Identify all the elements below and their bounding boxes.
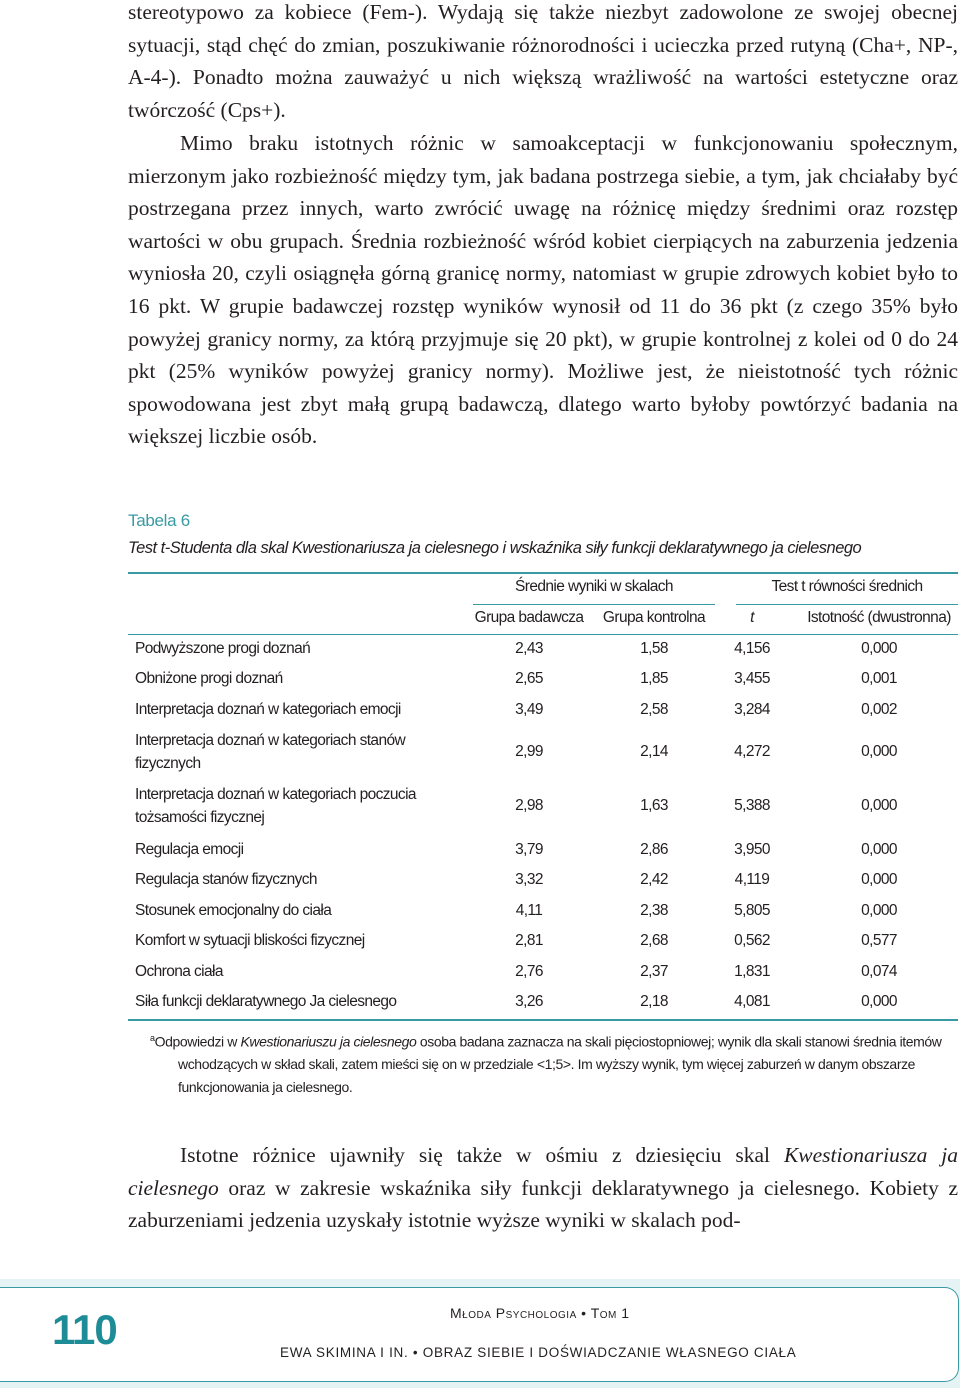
journal-name — [450, 1305, 630, 1321]
table-cell: 1,85 — [640, 670, 668, 687]
article-title: OBRAZ SIEBIE I DOŚWIADCZANIE WŁASNEGO CIAŁA — [422, 1345, 797, 1360]
group-1-rule — [473, 604, 715, 605]
paragraph-3-part-a: Istotne różnice ujawniły się także w ośmiu z dziesięciu skal — [180, 1143, 784, 1167]
footnote-mark: a — [150, 1033, 155, 1043]
table-label: Tabela 6 — [128, 511, 190, 530]
journal-volume: Tom 1 — [590, 1305, 630, 1321]
journal-title: Młoda Psychologia — [450, 1305, 577, 1321]
table-cell: 2,37 — [640, 963, 668, 980]
table-cell: 2,38 — [640, 902, 668, 919]
table-row-label: tożsamości fizycznej — [135, 809, 265, 826]
footer-bullet-2: • — [412, 1345, 419, 1360]
table-cell: 0,000 — [861, 743, 897, 760]
table-cell: 2,58 — [640, 701, 668, 718]
table-cell: 3,950 — [734, 841, 770, 858]
table-cell: 1,58 — [640, 640, 668, 657]
table-cell: 3,32 — [515, 871, 543, 888]
group-header-ttest: Test t równości średnich — [771, 578, 923, 595]
table-caption: Test t-Studenta dla skal Kwestionariusza ja cielesnego i wskaźnika siły funkcji deklaratywnego ja cielesnego — [128, 539, 862, 557]
table-cell: 0,000 — [861, 640, 897, 657]
table-cell: 0,000 — [861, 902, 897, 919]
table-cell: 0,000 — [861, 993, 897, 1010]
table-row-label: Stosunek emocjonalny do ciała — [135, 902, 332, 919]
table-cell: 5,805 — [734, 902, 770, 919]
paragraph-1: stereotypowo za kobiece (Fem-). Wydają się także niezbyt zadowolone ze swojej obecnej sytuacji, stąd chęć do zmian, poszukiwanie różnorodności i ucieczka przed rutyną (Cha+, NP-, A-4-). Ponadto można zauważyć u nich większą wrażliwość na wartości estetyczne oraz twórczość (Cps+). — [128, 0, 958, 122]
table-row-label: Interpretacja doznań w kategoriach emocji — [135, 701, 401, 718]
table-cell: 2,86 — [640, 841, 668, 858]
table-cell: 3,79 — [515, 841, 543, 858]
table-cell: 3,49 — [515, 701, 543, 718]
col-header-t: t — [750, 609, 754, 626]
table-row-label: Ochrona ciała — [135, 963, 223, 980]
table-cell: 2,76 — [515, 963, 543, 980]
table-cell: 4,119 — [734, 871, 770, 888]
table-cell: 2,43 — [515, 640, 543, 657]
table-cell: 3,26 — [515, 993, 543, 1010]
table-row-label: Interpretacja doznań w kategoriach stanów — [135, 732, 406, 749]
article-info — [280, 1345, 796, 1360]
table-cell: 0,074 — [861, 963, 897, 980]
table-cell: 5,388 — [734, 797, 770, 814]
table-row-label: Regulacja emocji — [135, 841, 244, 858]
table-cell: 2,18 — [640, 993, 668, 1010]
article-authors: EWA SKIMINA I IN. — [280, 1345, 409, 1360]
table-cell: 0,000 — [861, 797, 897, 814]
paragraph-3-part-b: oraz w zakresie wskaźnika siły funkcji deklaratywnego ja cielesnego. Kobiety z zaburzeniami jedzenia uzyskały istotnie wyższe wyniki w skalach pod- — [128, 1175, 958, 1233]
table-top-rule — [128, 572, 958, 574]
table-cell: 1,63 — [640, 797, 668, 814]
table-cell: 0,000 — [861, 871, 897, 888]
table-cell: 4,081 — [734, 993, 770, 1010]
table-row-label: Interpretacja doznań w kategoriach poczucia — [135, 786, 416, 803]
table-cell: 0,002 — [861, 701, 897, 718]
footer-box — [0, 1287, 959, 1382]
col-header-control: Grupa kontrolna — [602, 609, 706, 626]
paragraph-3-italic: Kwestionariusza ja cielesnego — [128, 1143, 958, 1200]
table-bottom-rule — [128, 1019, 958, 1021]
footnote-text-a: Odpowiedzi w — [154, 1033, 241, 1050]
table-cell: 4,272 — [734, 743, 770, 760]
footnote-text-b: osoba badana zaznacza na skali pięciostopniowej; wynik dla skali stanowi średnia itemów wchodzących w skład skali, zatem mieści się on w przedziale <1;5>. Im wyższy wynik, tym więcej zaburzeń w danym obszarze funkcjonowania ja cielesnego. — [178, 1033, 942, 1095]
table-cell: 2,42 — [640, 871, 668, 888]
table-cell: 4,156 — [734, 640, 770, 657]
table-cell: 3,455 — [734, 670, 770, 687]
table-cell: 0,001 — [861, 670, 897, 687]
table-cell: 0,000 — [861, 841, 897, 858]
group-header-means: Średnie wyniki w skalach — [515, 578, 673, 595]
table-cell: 2,14 — [640, 743, 668, 760]
table-cell: 2,68 — [640, 932, 668, 949]
table-cell: 1,831 — [734, 963, 770, 980]
table-header-rule — [128, 634, 958, 635]
table-row-label: Siła funkcji deklaratywnego Ja cielesnego — [135, 993, 397, 1010]
table-cell: 4,11 — [515, 902, 543, 919]
table-row-label: fizycznych — [135, 755, 201, 772]
table-row-label: Komfort w sytuacji bliskości fizycznej — [135, 932, 365, 949]
table-cell: 3,284 — [734, 701, 770, 718]
footer-bullet: • — [581, 1305, 587, 1321]
table-cell: 2,98 — [515, 797, 543, 814]
table-cell: 2,65 — [515, 670, 543, 687]
paragraph-3 — [128, 1139, 958, 1237]
col-header-research: Grupa badawcza — [474, 609, 584, 626]
table-cell: 2,81 — [515, 932, 543, 949]
col-header-significance: Istotność (dwustronna) — [807, 609, 951, 626]
table-row-label: Regulacja stanów fizycznych — [135, 871, 317, 888]
table-row-label: Podwyższone progi doznań — [135, 640, 311, 657]
footnote-italic: Kwestionariuszu ja cielesnego — [240, 1033, 417, 1050]
group-2-rule — [736, 604, 958, 605]
table-row-label: Obniżone progi doznań — [135, 670, 283, 687]
table-cell: 2,99 — [515, 743, 543, 760]
table-footnote — [150, 1027, 958, 1098]
paragraph-2: Mimo braku istotnych różnic w samoakceptacji w funkcjonowaniu społecznym, mierzonym jako rozbieżność między tym, jak badana postrzega siebie, a tym, jak chciałaby być postrzegana przez innych, warto zwrócić uwagę na różnicę między średnimi oraz rozstęp wartości w obu grupach. Średnia rozbieżność wśród kobiet cierpiących na zaburzenia jedzenia wyniosła 20, czyli osiągnęła górną granicę normy, natomiast w grupie zdrowych kobiet było to 16 pkt. W grupie badawczej rozstęp wyników wynosił od 11 do 36 pkt (z czego 35% było powyżej granicy normy, za którą przyjmuje się 20 pkt), w grupie kontrolnej z kolei od 0 do 24 pkt (25% wyników powyżej granicy normy). Możliwe jest, że nieistotność tych różnic spowodowana jest zbyt małą grupą badawczą, dlatego warto byłoby powtórzyć badania na większej liczbie osób. — [128, 131, 958, 449]
table-cell: 0,562 — [734, 932, 770, 949]
table-cell: 0,577 — [861, 932, 897, 949]
page-number: 110 — [52, 1306, 117, 1353]
